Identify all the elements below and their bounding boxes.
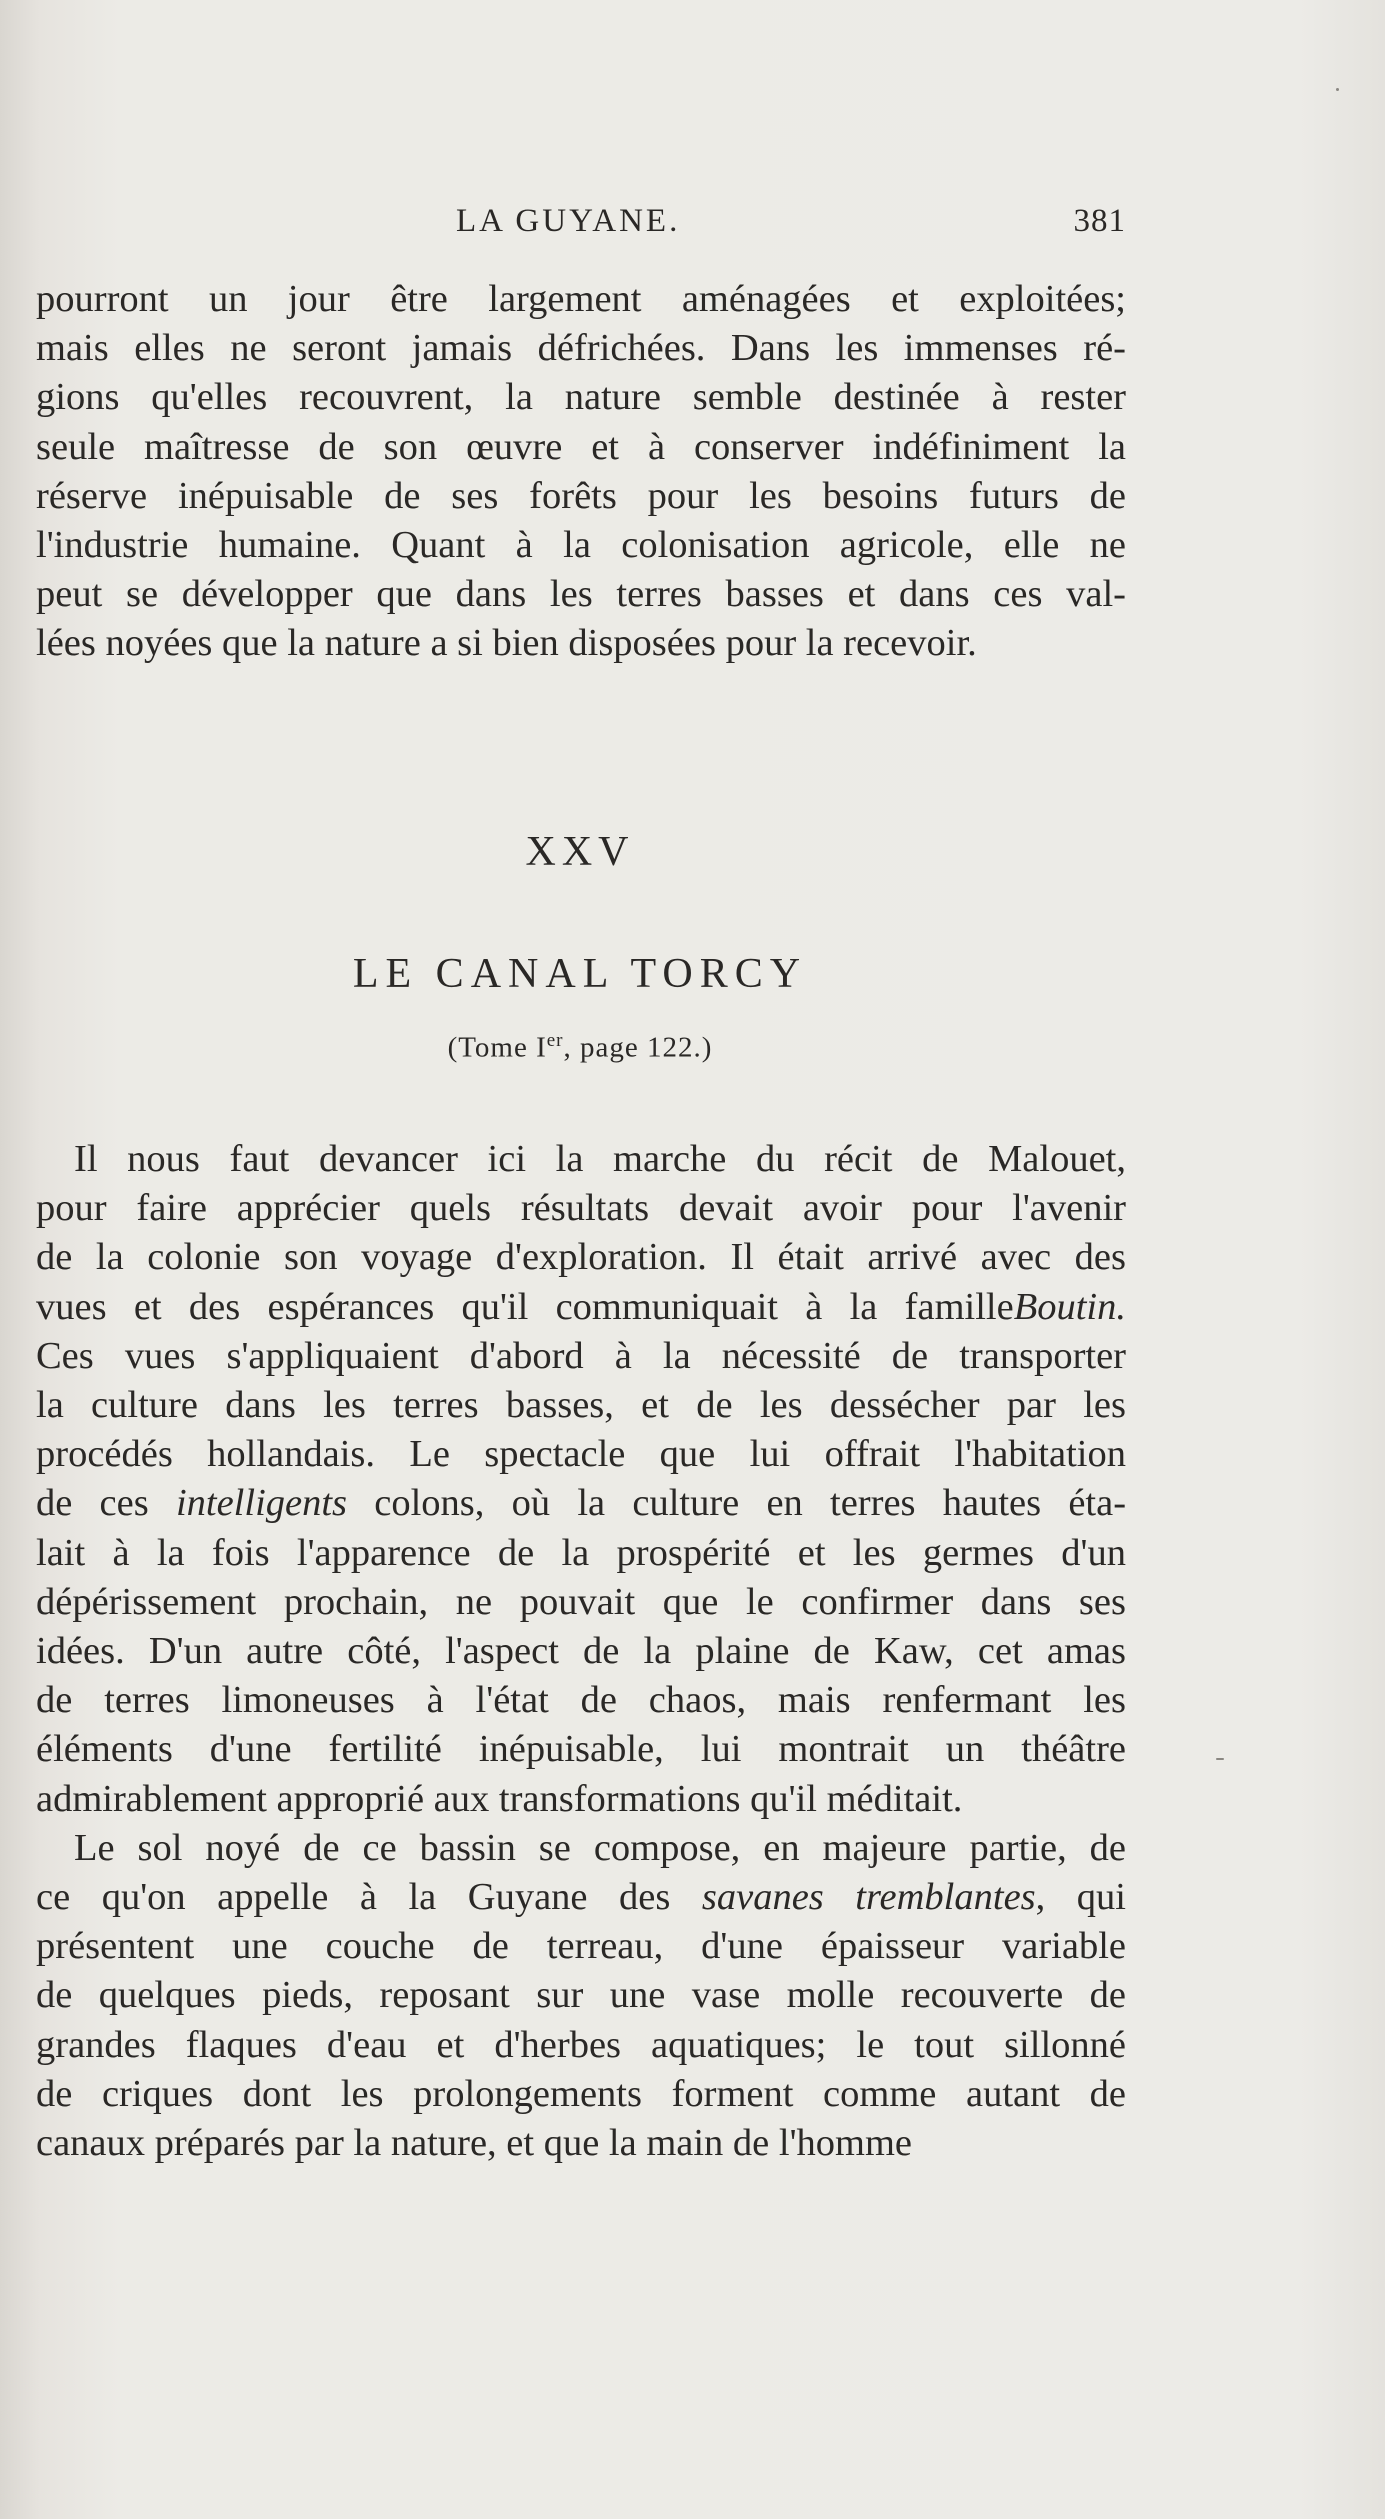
text-line [36, 1479, 1126, 1528]
text-line: procédés hollandais. Le spectacle que lui offrait l'habitation [36, 1433, 1126, 1476]
text-line: pour faire apprécier quels résultats devait avoir pour l'avenir [36, 1187, 1126, 1230]
text-line: de terres limoneuses à l'état de chaos, mais renfermant les [36, 1679, 1126, 1722]
paragraph-canal [36, 1135, 1126, 2168]
text-segment: colons, où la culture en terres hautes éta- [347, 1482, 1127, 1525]
text-line: pourront un jour être largement aménagées et exploitées; [36, 278, 1126, 320]
paper-speck [1336, 88, 1339, 91]
paper-speck [1216, 1758, 1224, 1760]
text-line [36, 1283, 1126, 1332]
text-line: la culture dans les terres basses, et de les dessécher par les [36, 1384, 1126, 1427]
text-line: éléments d'une fertilité inépuisable, lui montrait un théâtre [36, 1728, 1126, 1771]
text-line: Il nous faut devancer ici la marche du récit de Malouet, [74, 1138, 1126, 1180]
ref-prefix: (Tome I [447, 1031, 547, 1064]
text-line: présentent une couche de terreau, d'une épaisseur variable [36, 1925, 1126, 1968]
running-title: LA GUYANE. [456, 203, 681, 239]
text-line: de quelques pieds, reposant sur une vase molle recouverte de [36, 1974, 1126, 2017]
text-line: gions qu'elles recouvrent, la nature semble destinée à rester [36, 376, 1126, 419]
italic-intelligents: intelligents [175, 1482, 348, 1525]
text-line: seule maîtresse de son œuvre et à conserver indéfiniment la [36, 425, 1126, 468]
italic-name-boutin: Boutin. [1013, 1285, 1126, 1328]
paragraph-forests [36, 275, 1126, 669]
text-segment: ce qu'on appelle à la Guyane des [36, 1876, 671, 1919]
text-line: Le sol noyé de ce bassin se compose, en majeure partie, de [74, 1826, 1126, 1869]
text-line: lées noyées que la nature a si bien disposées pour la recevoir. [36, 622, 977, 665]
running-header [36, 203, 1126, 243]
ref-superscript: er [546, 1030, 564, 1051]
ref-suffix: , page 122.) [563, 1031, 713, 1064]
text-segment: de ces [36, 1482, 149, 1525]
text-line: Ces vues s'appliquaient d'abord à la nécessité de transporter [36, 1334, 1126, 1377]
text-line: mais elles ne seront jamais défrichées. Dans les immenses ré- [36, 327, 1126, 370]
text-line: l'industrie humaine. Quant à la colonisation agricole, elle ne [36, 524, 1126, 567]
text-segment: vues et des espérances qu'il communiquait à la famille [36, 1285, 1014, 1328]
text-line: admirablement approprié aux transformations qu'il méditait. [36, 1777, 963, 1820]
text-line: grandes flaques d'eau et d'herbes aquatiques; le tout sillonné [36, 2023, 1126, 2066]
text-line: idées. D'un autre côté, l'aspect de la plaine de Kaw, cet amas [36, 1630, 1126, 1673]
text-line [36, 1873, 1126, 1922]
text-line: canaux préparés par la nature, et que la main de l'homme [36, 2122, 913, 2165]
section-title: LE CANAL TORCY [352, 951, 808, 997]
text-line: de la colonie son voyage d'exploration. Il était arrivé avec des [36, 1236, 1126, 1279]
text-line: réserve inépuisable de ses forêts pour les besoins futurs de [36, 474, 1126, 517]
text-line: lait à la fois l'apparence de la prospérité et les germes d'un [36, 1531, 1126, 1574]
italic-savanes-tremblantes: savanes tremblantes [701, 1876, 1036, 1919]
text-line: dépérissement prochain, ne pouvait que le confirmer dans ses [36, 1580, 1126, 1623]
section-number: XXV [525, 829, 635, 875]
text-line: de criques dont les prolongements forment comme autant de [36, 2072, 1126, 2115]
text-line: peut se développer que dans les terres basses et dans ces val- [36, 573, 1126, 616]
page-number: 381 [1073, 203, 1126, 239]
text-segment: , qui [1035, 1876, 1127, 1919]
section-reference [0, 1030, 1160, 1065]
